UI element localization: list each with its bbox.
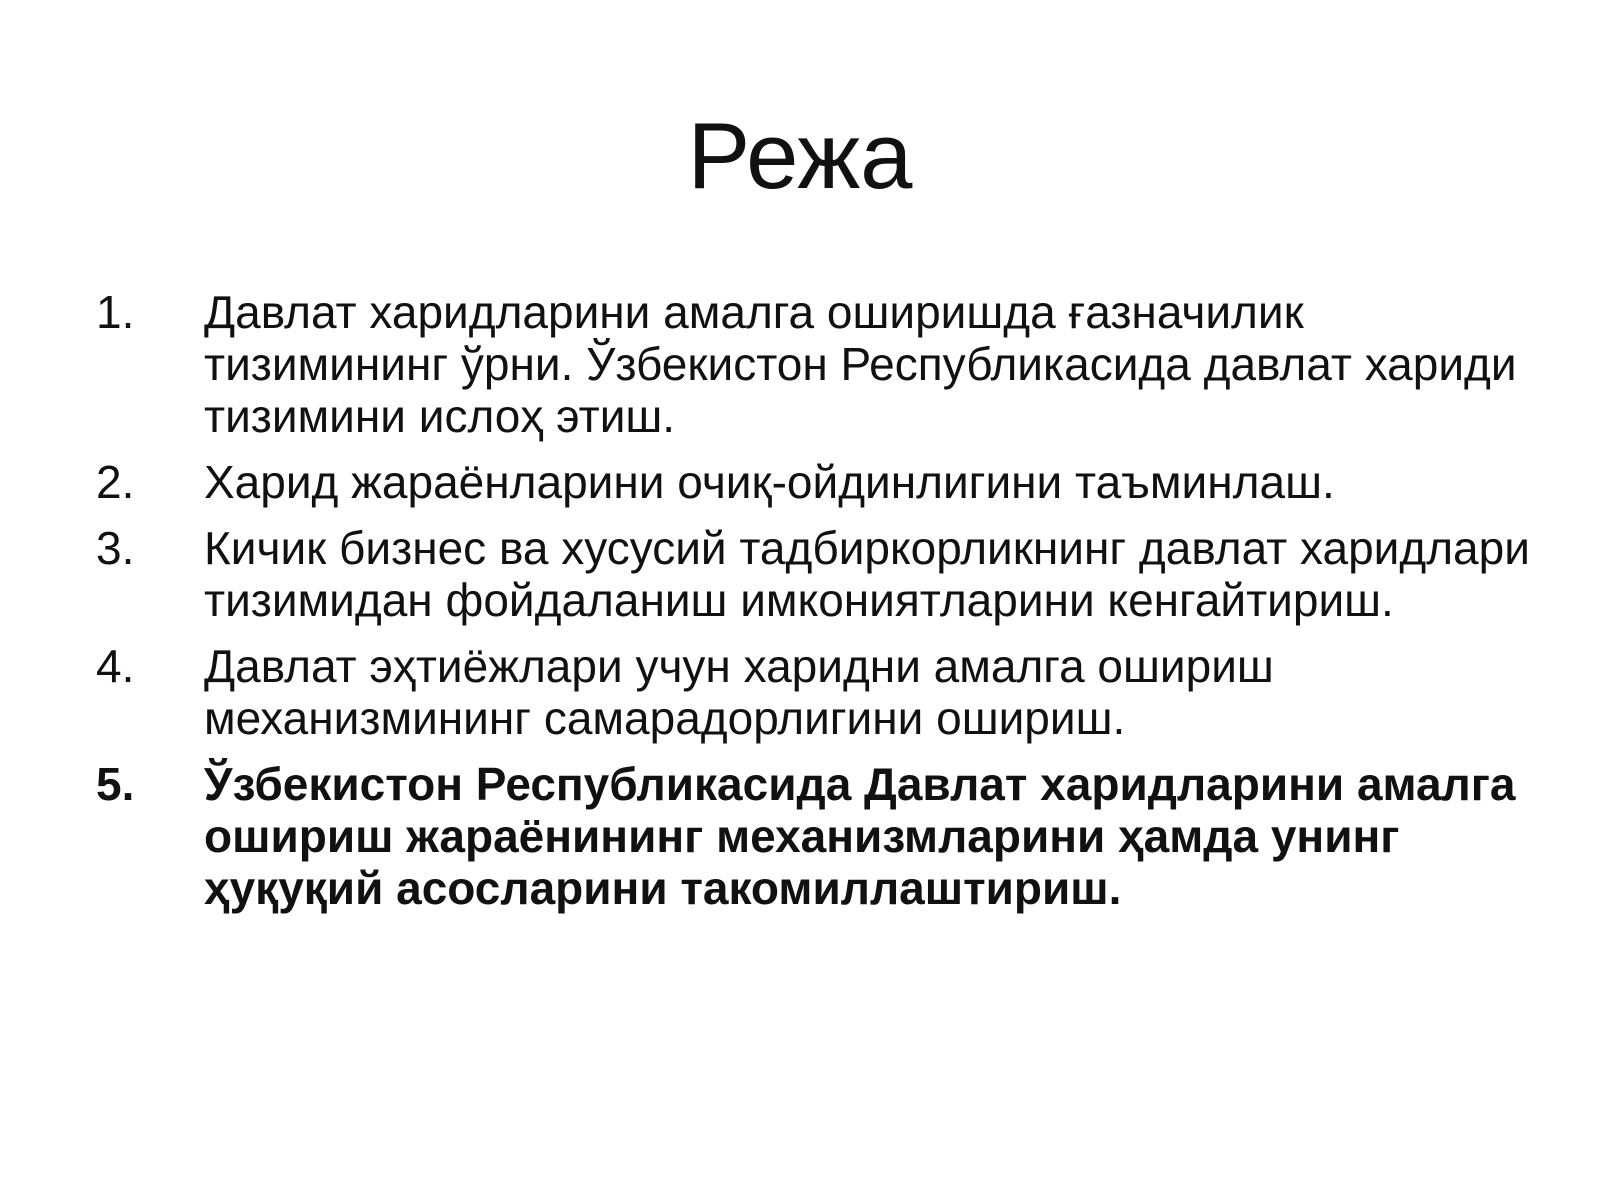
agenda-item-5 bbox=[96, 758, 1536, 914]
agenda-item-text: Ўзбекистон Республикасида Давлат харидларини амалга ошириш жараёнининг механизмларини ҳамда унинг ҳуқуқий асосларини такомиллаштириш. bbox=[204, 758, 1516, 914]
agenda-item-3 bbox=[96, 522, 1536, 626]
agenda-item-number: 1. bbox=[96, 286, 135, 338]
agenda-item-number: 5. bbox=[96, 758, 135, 810]
slide-title: Режа bbox=[687, 103, 913, 208]
agenda-item-number: 3. bbox=[96, 522, 135, 574]
agenda-item-text: Харид жараёнларини очиқ-ойдинлигини таъминлаш. bbox=[204, 456, 1335, 508]
agenda-item-4 bbox=[96, 640, 1536, 744]
agenda-item-2 bbox=[96, 456, 1536, 508]
agenda-item-1 bbox=[96, 286, 1536, 442]
agenda-list bbox=[96, 286, 1536, 928]
agenda-item-number: 4. bbox=[96, 640, 135, 692]
agenda-item-text: Давлат харидларини амалга оширишда ғазначилик тизимининг ўрни. Ўзбекистон Республикасида давлат хариди тизимини ислоҳ этиш. bbox=[204, 286, 1517, 442]
agenda-item-text: Давлат эҳтиёжлари учун харидни амалга ошириш механизмининг самарадорлигини ошириш. bbox=[204, 640, 1274, 744]
agenda-item-text: Кичик бизнес ва хусусий тадбиркорликнинг давлат харидлари тизимидан фойдаланиш имкониятларини кенгайтириш. bbox=[204, 522, 1530, 626]
agenda-item-number: 2. bbox=[96, 456, 135, 508]
